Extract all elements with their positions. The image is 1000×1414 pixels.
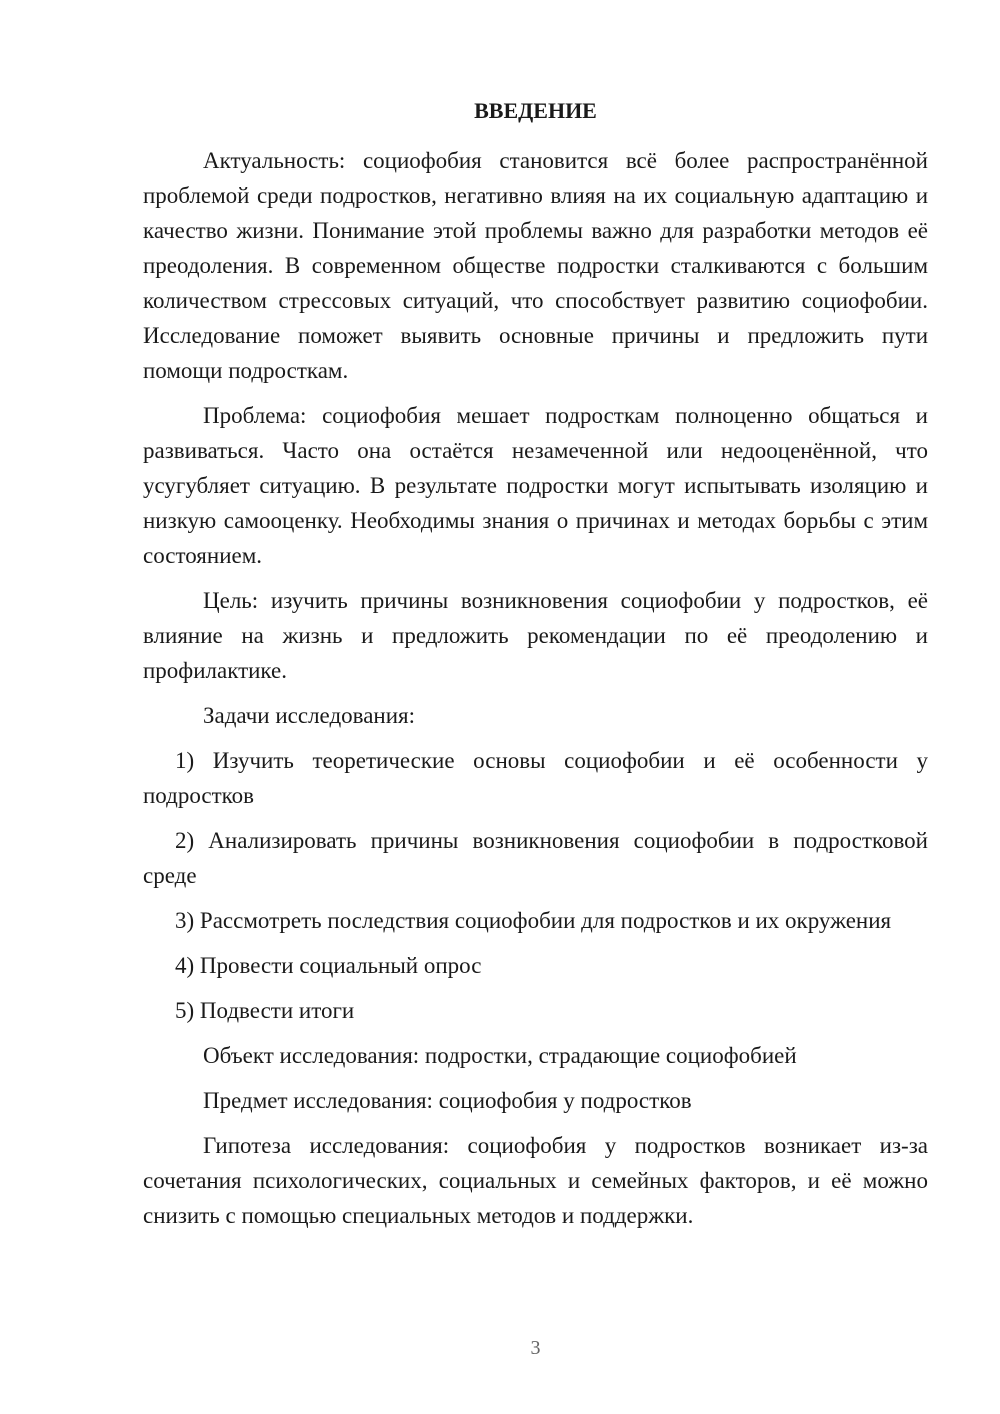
paragraph-relevance: Актуальность: социофобия становится всё более распространённой проблемой среди подростков, негативно влияя на их социальную адаптацию и качество жизни. Понимание этой проблемы важно для разработки методов её преодоления. В современном обществе подростки сталкиваются с большим количеством стрессовых ситуаций, что способствует развитию социофобии. Исследование поможет выявить основные причины и предложить пути помощи подросткам. (143, 148, 928, 383)
task-item-2: 2) Анализировать причины возникновения социофобии в подростковой среде (143, 828, 928, 888)
paragraph-goal: Цель: изучить причины возникновения социофобии у подростков, её влияние на жизнь и предложить рекомендации по её преодолению и профилактике. (143, 588, 928, 683)
paragraph-object: Объект исследования: подростки, страдающие социофобией (203, 1043, 797, 1068)
task-item-1: 1) Изучить теоретические основы социофобии и её особенности у подростков (143, 748, 928, 808)
task-item-3: 3) Рассмотреть последствия социофобии для подростков и их окружения (175, 908, 892, 933)
task-item-5: 5) Подвести итоги (175, 998, 355, 1023)
page-title: ВВЕДЕНИЕ (474, 98, 597, 123)
document-page (143, 0, 928, 1414)
task-item-4: 4) Провести социальный опрос (175, 953, 482, 978)
paragraph-problem: Проблема: социофобия мешает подросткам полноценно общаться и развиваться. Часто она остаётся незамеченной или недооценённой, что усугубляет ситуацию. В результате подростки могут испытывать изоляцию и низкую самооценку. Необходимы знания о причинах и методах борьбы с этим состоянием. (143, 403, 928, 568)
tasks-title: Задачи исследования: (203, 703, 416, 728)
page-number: 3 (530, 1337, 541, 1359)
document-body (143, 143, 928, 1233)
paragraph-subject: Предмет исследования: социофобия у подростков (203, 1088, 692, 1113)
paragraph-hypothesis: Гипотеза исследования: социофобия у подростков возникает из-за сочетания психологических, социальных и семейных факторов, и её можно снизить с помощью специальных методов и поддержки. (143, 1133, 928, 1228)
